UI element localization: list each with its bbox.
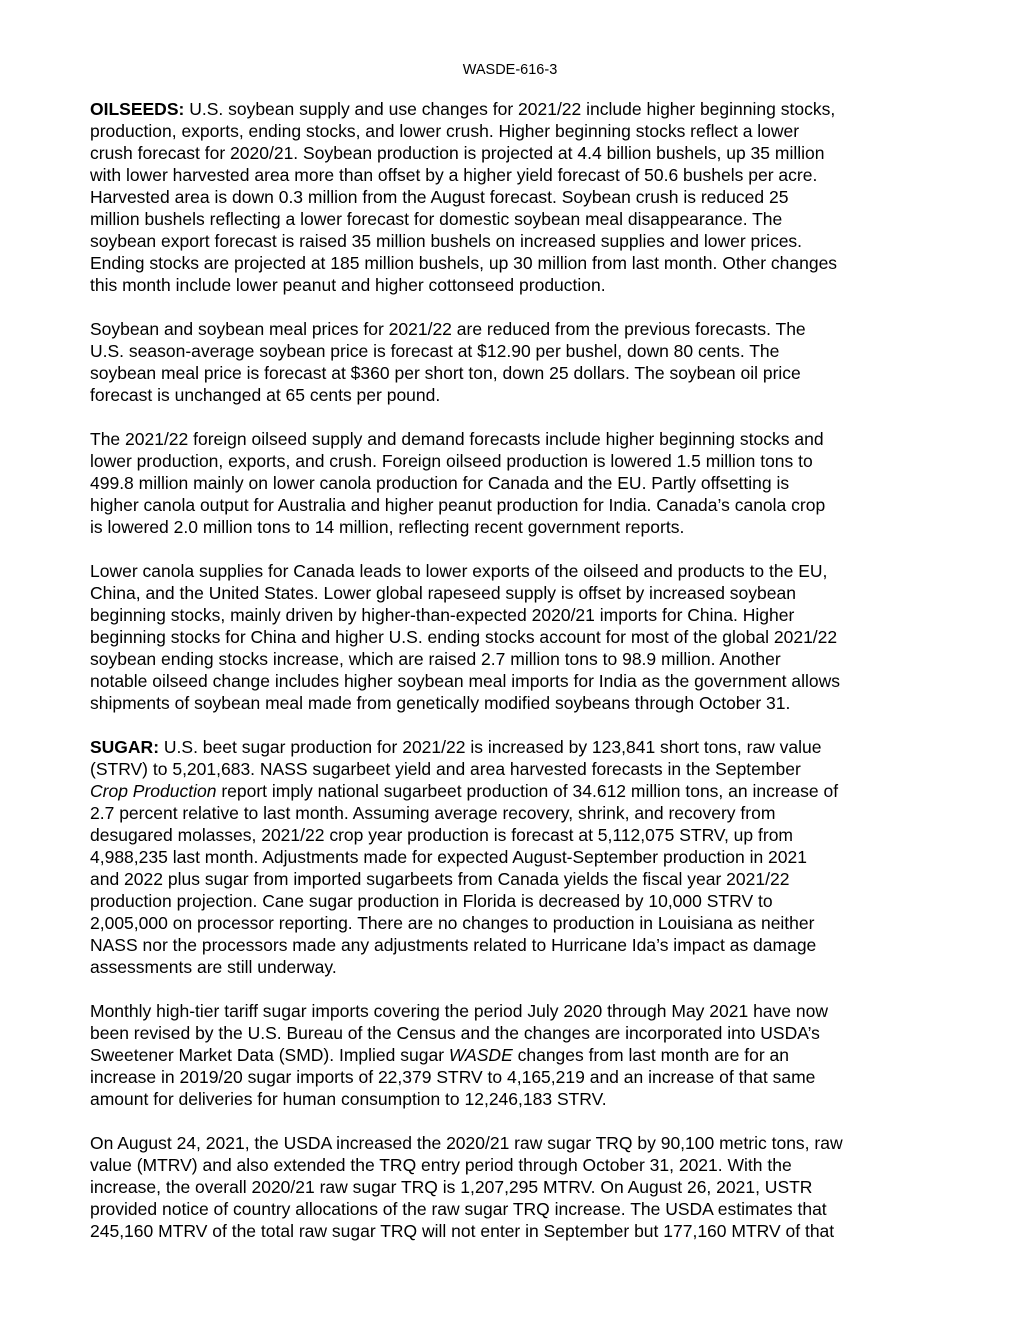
text-line: Monthly high-tier tariff sugar imports covering the period July 2020 through May 2021 have now	[90, 1001, 828, 1021]
text-run: Sweetener Market Data (SMD). Implied sugar	[90, 1045, 449, 1065]
text-line: million bushels reflecting a lower forecast for domestic soybean meal disappearance. The	[90, 209, 783, 229]
text-line: lower production, exports, and crush. Foreign oilseed production is lowered 1.5 million tons to	[90, 451, 813, 471]
text-line: 245,160 MTRV of the total raw sugar TRQ will not enter in September but 177,160 MTRV of that	[90, 1221, 835, 1241]
text-line: 2.7 percent relative to last month. Assuming average recovery, shrink, and recovery from	[90, 803, 776, 823]
text-line: crush forecast for 2020/21. Soybean production is projected at 4.4 billion bushels, up 35 million	[90, 143, 825, 163]
text-line: 499.8 million mainly on lower canola production for Canada and the EU. Partly offsetting is	[90, 473, 790, 493]
text-line: this month include lower peanut and higher cottonseed production.	[90, 275, 606, 295]
text-line: beginning stocks, mainly driven by higher-than-expected 2020/21 imports for China. Higher	[90, 605, 795, 625]
text-line: notable oilseed change includes higher soybean meal imports for India as the government allows	[90, 671, 841, 691]
publication-title: Crop Production	[90, 781, 217, 801]
text-line: NASS nor the processors made any adjustments related to Hurricane Ida’s impact as damage	[90, 935, 817, 955]
text-run: U.S. soybean supply and use changes for 2021/22 include higher beginning stocks,	[184, 99, 836, 119]
text-line	[90, 780, 940, 802]
text-line: 4,988,235 last month. Adjustments made for expected August-September production in 2021	[90, 847, 807, 867]
text-line: Ending stocks are projected at 185 million bushels, up 30 million from last month. Other changes	[90, 253, 838, 273]
text-line: The 2021/22 foreign oilseed supply and demand forecasts include higher beginning stocks and	[90, 429, 824, 449]
oilseeds-paragraph-2	[90, 318, 940, 406]
text-run: report imply national sugarbeet production of 34.612 million tons, an increase of	[216, 781, 839, 801]
text-line: desugared molasses, 2021/22 crop year production is forecast at 5,112,075 STRV, up from	[90, 825, 794, 845]
text-line	[90, 98, 940, 120]
sugar-heading: SUGAR:	[90, 737, 160, 757]
oilseeds-heading: OILSEEDS:	[90, 99, 185, 119]
text-line: beginning stocks for China and higher U.S. ending stocks account for most of the global 2021/22	[90, 627, 838, 647]
text-line: shipments of soybean meal made from genetically modified soybeans through October 31.	[90, 693, 791, 713]
text-line: (STRV) to 5,201,683. NASS sugarbeet yield and area harvested forecasts in the September	[90, 759, 801, 779]
oilseeds-paragraph-3	[90, 428, 940, 538]
text-line: assessments are still underway.	[90, 957, 337, 977]
text-line: production, exports, ending stocks, and lower crush. Higher beginning stocks reflect a lower	[90, 121, 800, 141]
text-line: amount for deliveries for human consumption to 12,246,183 STRV.	[90, 1089, 607, 1109]
text-line: is lowered 2.0 million tons to 14 million, reflecting recent government reports.	[90, 517, 685, 537]
text-line: value (MTRV) and also extended the TRQ entry period through October 31, 2021. With the	[90, 1155, 792, 1175]
sugar-paragraph-1	[90, 736, 940, 978]
text-line	[90, 736, 940, 758]
text-line: provided notice of country allocations of the raw sugar TRQ increase. The USDA estimates that	[90, 1199, 827, 1219]
text-line: Harvested area is down 0.3 million from the August forecast. Soybean crush is reduced 25	[90, 187, 789, 207]
text-line: soybean meal price is forecast at $360 per short ton, down 25 dollars. The soybean oil price	[90, 363, 801, 383]
text-line: increase in 2019/20 sugar imports of 22,379 STRV to 4,165,219 and an increase of that same	[90, 1067, 816, 1087]
page-header	[0, 61, 1020, 79]
sugar-paragraph-3	[90, 1132, 940, 1242]
text-line: On August 24, 2021, the USDA increased the 2020/21 raw sugar TRQ by 90,100 metric tons, raw	[90, 1133, 843, 1153]
text-line: been revised by the U.S. Bureau of the Census and the changes are incorporated into USDA’s	[90, 1023, 820, 1043]
oilseeds-paragraph-4	[90, 560, 940, 714]
text-line: Soybean and soybean meal prices for 2021/22 are reduced from the previous forecasts. The	[90, 319, 806, 339]
text-line: with lower harvested area more than offset by a higher yield forecast of 50.6 bushels per acre.	[90, 165, 818, 185]
text-line: U.S. season-average soybean price is forecast at $12.90 per bushel, down 80 cents. The	[90, 341, 780, 361]
text-run: U.S. beet sugar production for 2021/22 is increased by 123,841 short tons, raw value	[159, 737, 822, 757]
text-line: China, and the United States. Lower global rapeseed supply is offset by increased soybean	[90, 583, 796, 603]
text-line: higher canola output for Australia and higher peanut production for India. Canada’s canola crop	[90, 495, 826, 515]
text-line: Lower canola supplies for Canada leads to lower exports of the oilseed and products to the EU,	[90, 561, 828, 581]
sugar-paragraph-2	[90, 1000, 940, 1110]
text-line: soybean ending stocks increase, which are raised 2.7 million tons to 98.9 million. Another	[90, 649, 781, 669]
text-line: forecast is unchanged at 65 cents per pound.	[90, 385, 441, 405]
text-line: soybean export forecast is raised 35 million bushels on increased supplies and lower prices.	[90, 231, 803, 251]
report-id: WASDE-616-3	[462, 62, 558, 78]
publication-title: WASDE	[448, 1045, 513, 1065]
text-line: and 2022 plus sugar from imported sugarbeets from Canada yields the fiscal year 2021/22	[90, 869, 790, 889]
oilseeds-paragraph-1	[90, 98, 940, 296]
document-body	[90, 98, 940, 1242]
text-line: increase, the overall 2020/21 raw sugar TRQ is 1,207,295 MTRV. On August 26, 2021, USTR	[90, 1177, 813, 1197]
text-line	[90, 1044, 940, 1066]
text-run: changes from last month are for an	[512, 1045, 789, 1065]
text-line: 2,005,000 on processor reporting. There are no changes to production in Louisiana as neither	[90, 913, 815, 933]
text-line: production projection. Cane sugar production in Florida is decreased by 10,000 STRV to	[90, 891, 773, 911]
